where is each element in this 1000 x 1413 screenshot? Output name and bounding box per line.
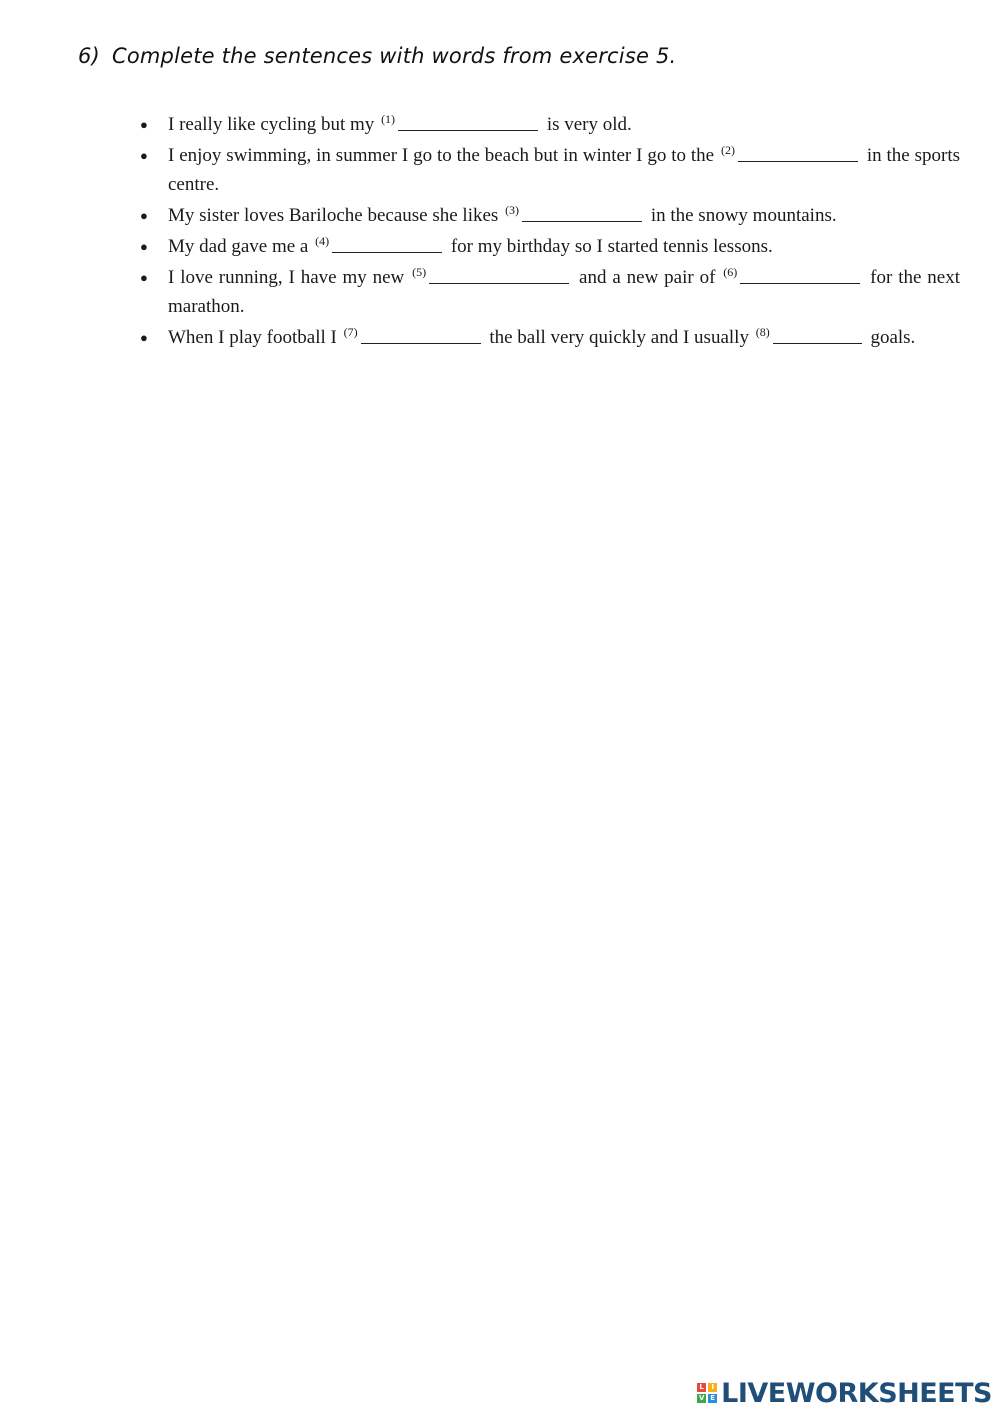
exercise-number: 6) xyxy=(78,44,100,68)
gap-number: (2) xyxy=(720,143,735,157)
liveworksheets-logo xyxy=(697,1378,992,1408)
sentence-2 xyxy=(140,141,961,199)
logo-mark-icon xyxy=(697,1383,717,1403)
bullet-icon: ● xyxy=(140,208,148,223)
sentence-4 xyxy=(140,232,960,261)
answer-blank-3[interactable] xyxy=(522,205,642,222)
sentence-text: My sister loves Bariloche because she likes xyxy=(168,205,499,226)
bullet-icon: ● xyxy=(140,330,148,345)
answer-blank-2[interactable] xyxy=(738,145,858,162)
gap-number: (8) xyxy=(755,325,770,339)
sentence-text: and a new pair of xyxy=(579,267,716,288)
sentence-3 xyxy=(140,201,960,230)
gap-number: (5) xyxy=(412,265,427,279)
sentence-5 xyxy=(140,263,960,321)
answer-blank-5[interactable] xyxy=(429,267,569,284)
sentence-text: for my birthday so I started tennis lessons. xyxy=(450,236,773,257)
answer-blank-1[interactable] xyxy=(398,114,538,131)
exercise-heading xyxy=(78,44,676,68)
sentence-text: the ball very quickly and I usually xyxy=(489,327,749,348)
answer-blank-7[interactable] xyxy=(361,327,481,344)
logo-mark-tile: V xyxy=(698,1394,705,1402)
answer-blank-6[interactable] xyxy=(740,267,860,284)
sentence-text: I enjoy swimming, in summer I go to the beach but in winter I go to the xyxy=(168,145,715,166)
logo-mark-tile: E xyxy=(708,1394,717,1403)
logo-mark-tile: I xyxy=(708,1383,717,1392)
logo-wordmark: LIVEWORKSHEETS xyxy=(721,1377,992,1409)
sentence-text: I love running, I have my new xyxy=(168,267,405,288)
sentence-text: is very old. xyxy=(546,114,632,135)
answer-blank-4[interactable] xyxy=(332,236,442,253)
sentence-text: goals. xyxy=(870,327,916,348)
logo-mark-tile: L xyxy=(697,1383,706,1392)
gap-number: (6) xyxy=(723,265,738,279)
sentence-text: When I play football I xyxy=(168,327,337,348)
sentence-text: in the sports centre. xyxy=(168,145,961,195)
bullet-icon: ● xyxy=(140,117,148,132)
sentence-list xyxy=(140,110,961,354)
gap-number: (7) xyxy=(343,325,358,339)
bullet-icon: ● xyxy=(140,148,148,163)
sentence-6 xyxy=(140,323,960,352)
sentence-text: in the snowy mountains. xyxy=(650,205,837,226)
sentence-text: for the next marathon. xyxy=(168,267,960,317)
bullet-icon: ● xyxy=(140,270,148,285)
sentence-1 xyxy=(140,110,960,139)
gap-number: (1) xyxy=(381,112,396,126)
gap-number: (4) xyxy=(315,234,330,248)
sentence-text: My dad gave me a xyxy=(168,236,309,257)
answer-blank-8[interactable] xyxy=(773,327,862,344)
exercise-instruction: Complete the sentences with words from exercise 5. xyxy=(111,44,677,68)
bullet-icon: ● xyxy=(140,239,148,254)
sentence-text: I really like cycling but my xyxy=(168,114,375,135)
gap-number: (3) xyxy=(505,203,520,217)
